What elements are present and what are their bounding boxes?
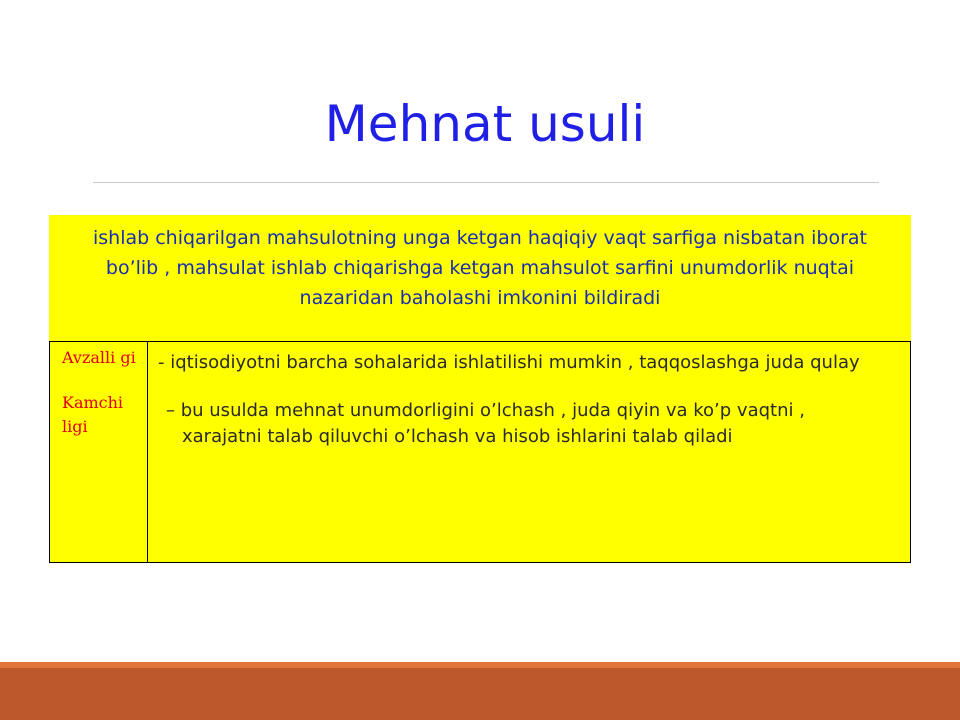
slide-title: Mehnat usuli [324, 95, 646, 153]
disadvantage-label: Kamchi ligi [62, 393, 124, 436]
advantage-label: Avzalli gi [62, 348, 136, 367]
definition-cell: ishlab chiqarilgan mahsulotning unga ketgan haqiqiy vaqt sarfiga nisbatan iborat bo’lib , mahsulat ishlab chiqarishga ketgan mahsulot sarfini unumdorlik nuqtai nazaridan baholashi imkonini bildiradi [49, 215, 911, 341]
label-cell [49, 341, 147, 563]
title-divider [93, 182, 879, 183]
disadvantage-text: – bu usulda mehnat unumdorligini o’lchash , juda qiyin va ko’p vaqtni , xarajatni talab qiluvchi o’lchash va hisob ishlarini talab qiladi [166, 400, 805, 447]
advantage-text: - iqtisodiyotni barcha sohalarida ishlatilishi mumkin , taqqoslashga juda qulay [158, 352, 860, 373]
description-cell [147, 341, 911, 563]
method-table [49, 215, 911, 563]
footer-bar [0, 662, 960, 720]
footer-accent-line [0, 662, 960, 668]
